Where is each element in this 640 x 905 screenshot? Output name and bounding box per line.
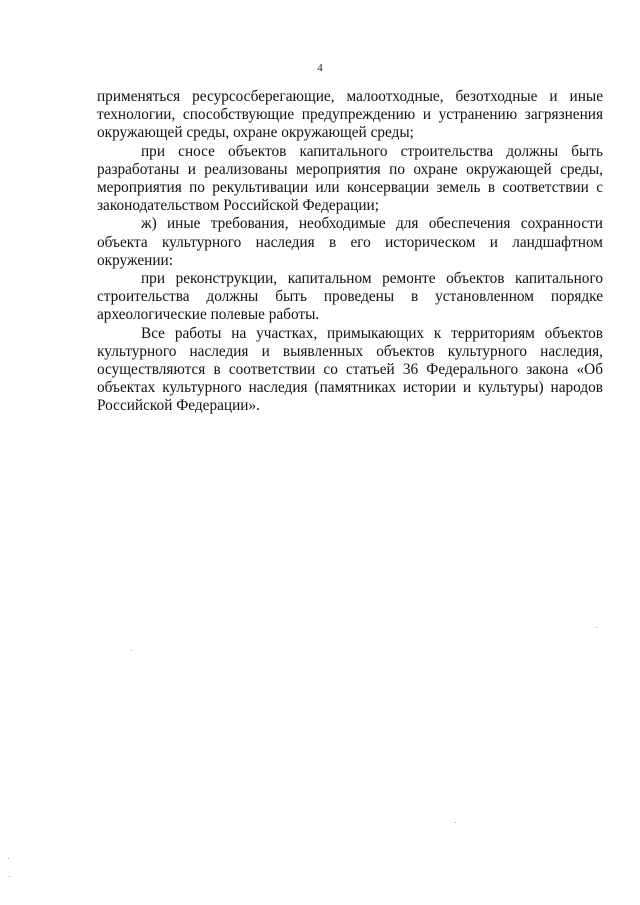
scan-speck [131, 650, 132, 651]
scan-speck [455, 822, 456, 823]
paragraph-reconstruction: при реконструкции, капитальном ремонте объектов капитального строительства должны быть проведены в установленном порядке археологические полевые работы. [97, 270, 603, 324]
document-body [97, 88, 603, 416]
paragraph-continuation: применяться ресурсосберегающие, малоотходные, безотходные и иные технологии, способствующие предупреждению и устранению загрязнения окружающей среды, охране окружающей среды; [97, 88, 603, 142]
paragraph-demolition: при сносе объектов капитального строительства должны быть разработаны и реализованы мероприятия по охране окружающей среды, мероприятия по рекультивации или консервации земель в соответствии с законодательством Российской Федерации; [97, 142, 603, 215]
paragraph-adjacent-works: Все работы на участках, примыкающих к территориям объектов культурного наследия и выявленных объектов культурного наследия, осуществляются в соответствии со статьей 36 Федерального закона «Об объектах культурного наследия (памятниках истории и культуры) народов Российской Федерации». [97, 324, 603, 415]
scan-speck [9, 876, 10, 877]
scan-speck [8, 858, 9, 859]
page-number: 4 [317, 62, 323, 74]
scan-speck [596, 627, 597, 628]
paragraph-other-requirements: ж) иные требования, необходимые для обеспечения сохранности объекта культурного наследия в его историческом и ландшафтном окружении: [97, 215, 603, 269]
